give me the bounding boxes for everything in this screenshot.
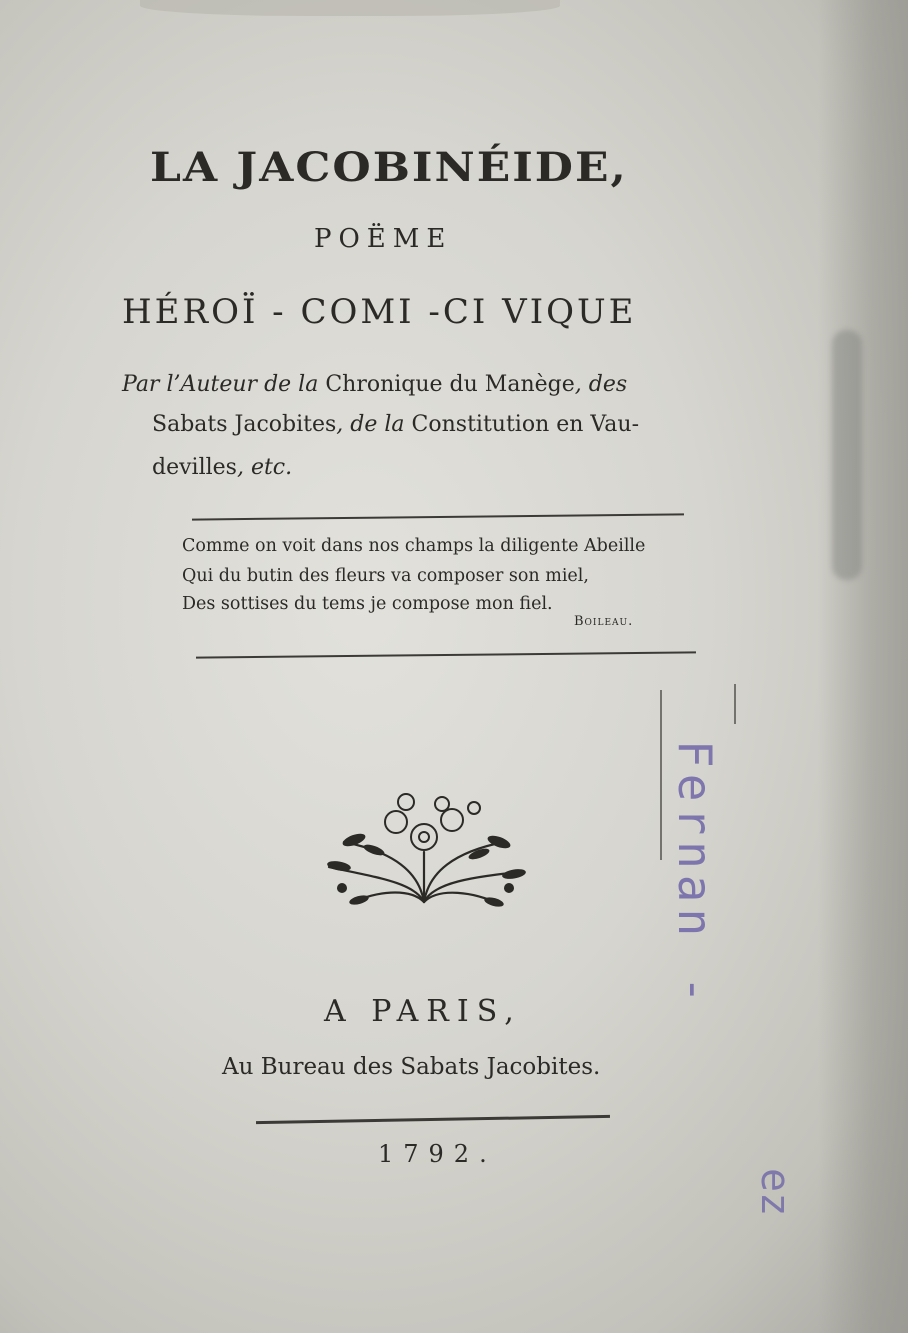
- ownership-stamp: Fernan -: [668, 740, 722, 1010]
- book-title: LA JACOBINÉIDE,: [150, 144, 628, 191]
- author-separator-2: , de la: [336, 412, 405, 437]
- epigraph-author: Boileau.: [574, 614, 634, 629]
- imprint-city: A PARIS,: [324, 994, 522, 1029]
- work-title-sabats: Sabats Jacobites: [152, 412, 337, 437]
- author-line-2: [152, 412, 639, 437]
- divider-rule-bottom: [256, 1115, 610, 1124]
- work-title-chronique: Chronique du Manège: [325, 372, 575, 397]
- author-prefix: Par l’Auteur de la: [122, 372, 319, 397]
- epigraph-line-2: Qui du butin des fleurs va composer son miel,: [182, 566, 589, 586]
- epigraph-line-3: Des sottises du tems je compose mon fiel.: [182, 594, 553, 614]
- work-title-constitution: Constitution en Vau-: [411, 412, 640, 437]
- book-subtitle: HÉROÏ - COMI -CI VIQUE: [122, 292, 637, 332]
- ownership-stamp-tail: ez: [752, 1168, 798, 1217]
- book-genre: POËME: [314, 224, 453, 254]
- divider-rule-middle: [196, 651, 696, 658]
- stamp-frame-right: [734, 684, 736, 724]
- imprint-year: 1792.: [378, 1140, 497, 1168]
- imprint-publisher: Au Bureau des Sabats Jacobites.: [222, 1054, 601, 1080]
- author-line-1: [122, 372, 627, 397]
- work-title-constitution-end: devilles: [152, 455, 237, 480]
- epigraph-line-1: Comme on voit dans nos champs la diligente Abeille: [182, 536, 646, 556]
- stamp-frame-left: [660, 690, 662, 860]
- floral-ornament-icon: [314, 792, 534, 912]
- author-separator-1: , des: [574, 372, 628, 397]
- divider-rule-top: [192, 513, 684, 520]
- author-line-3: [152, 455, 292, 480]
- author-etc: , etc.: [236, 455, 293, 480]
